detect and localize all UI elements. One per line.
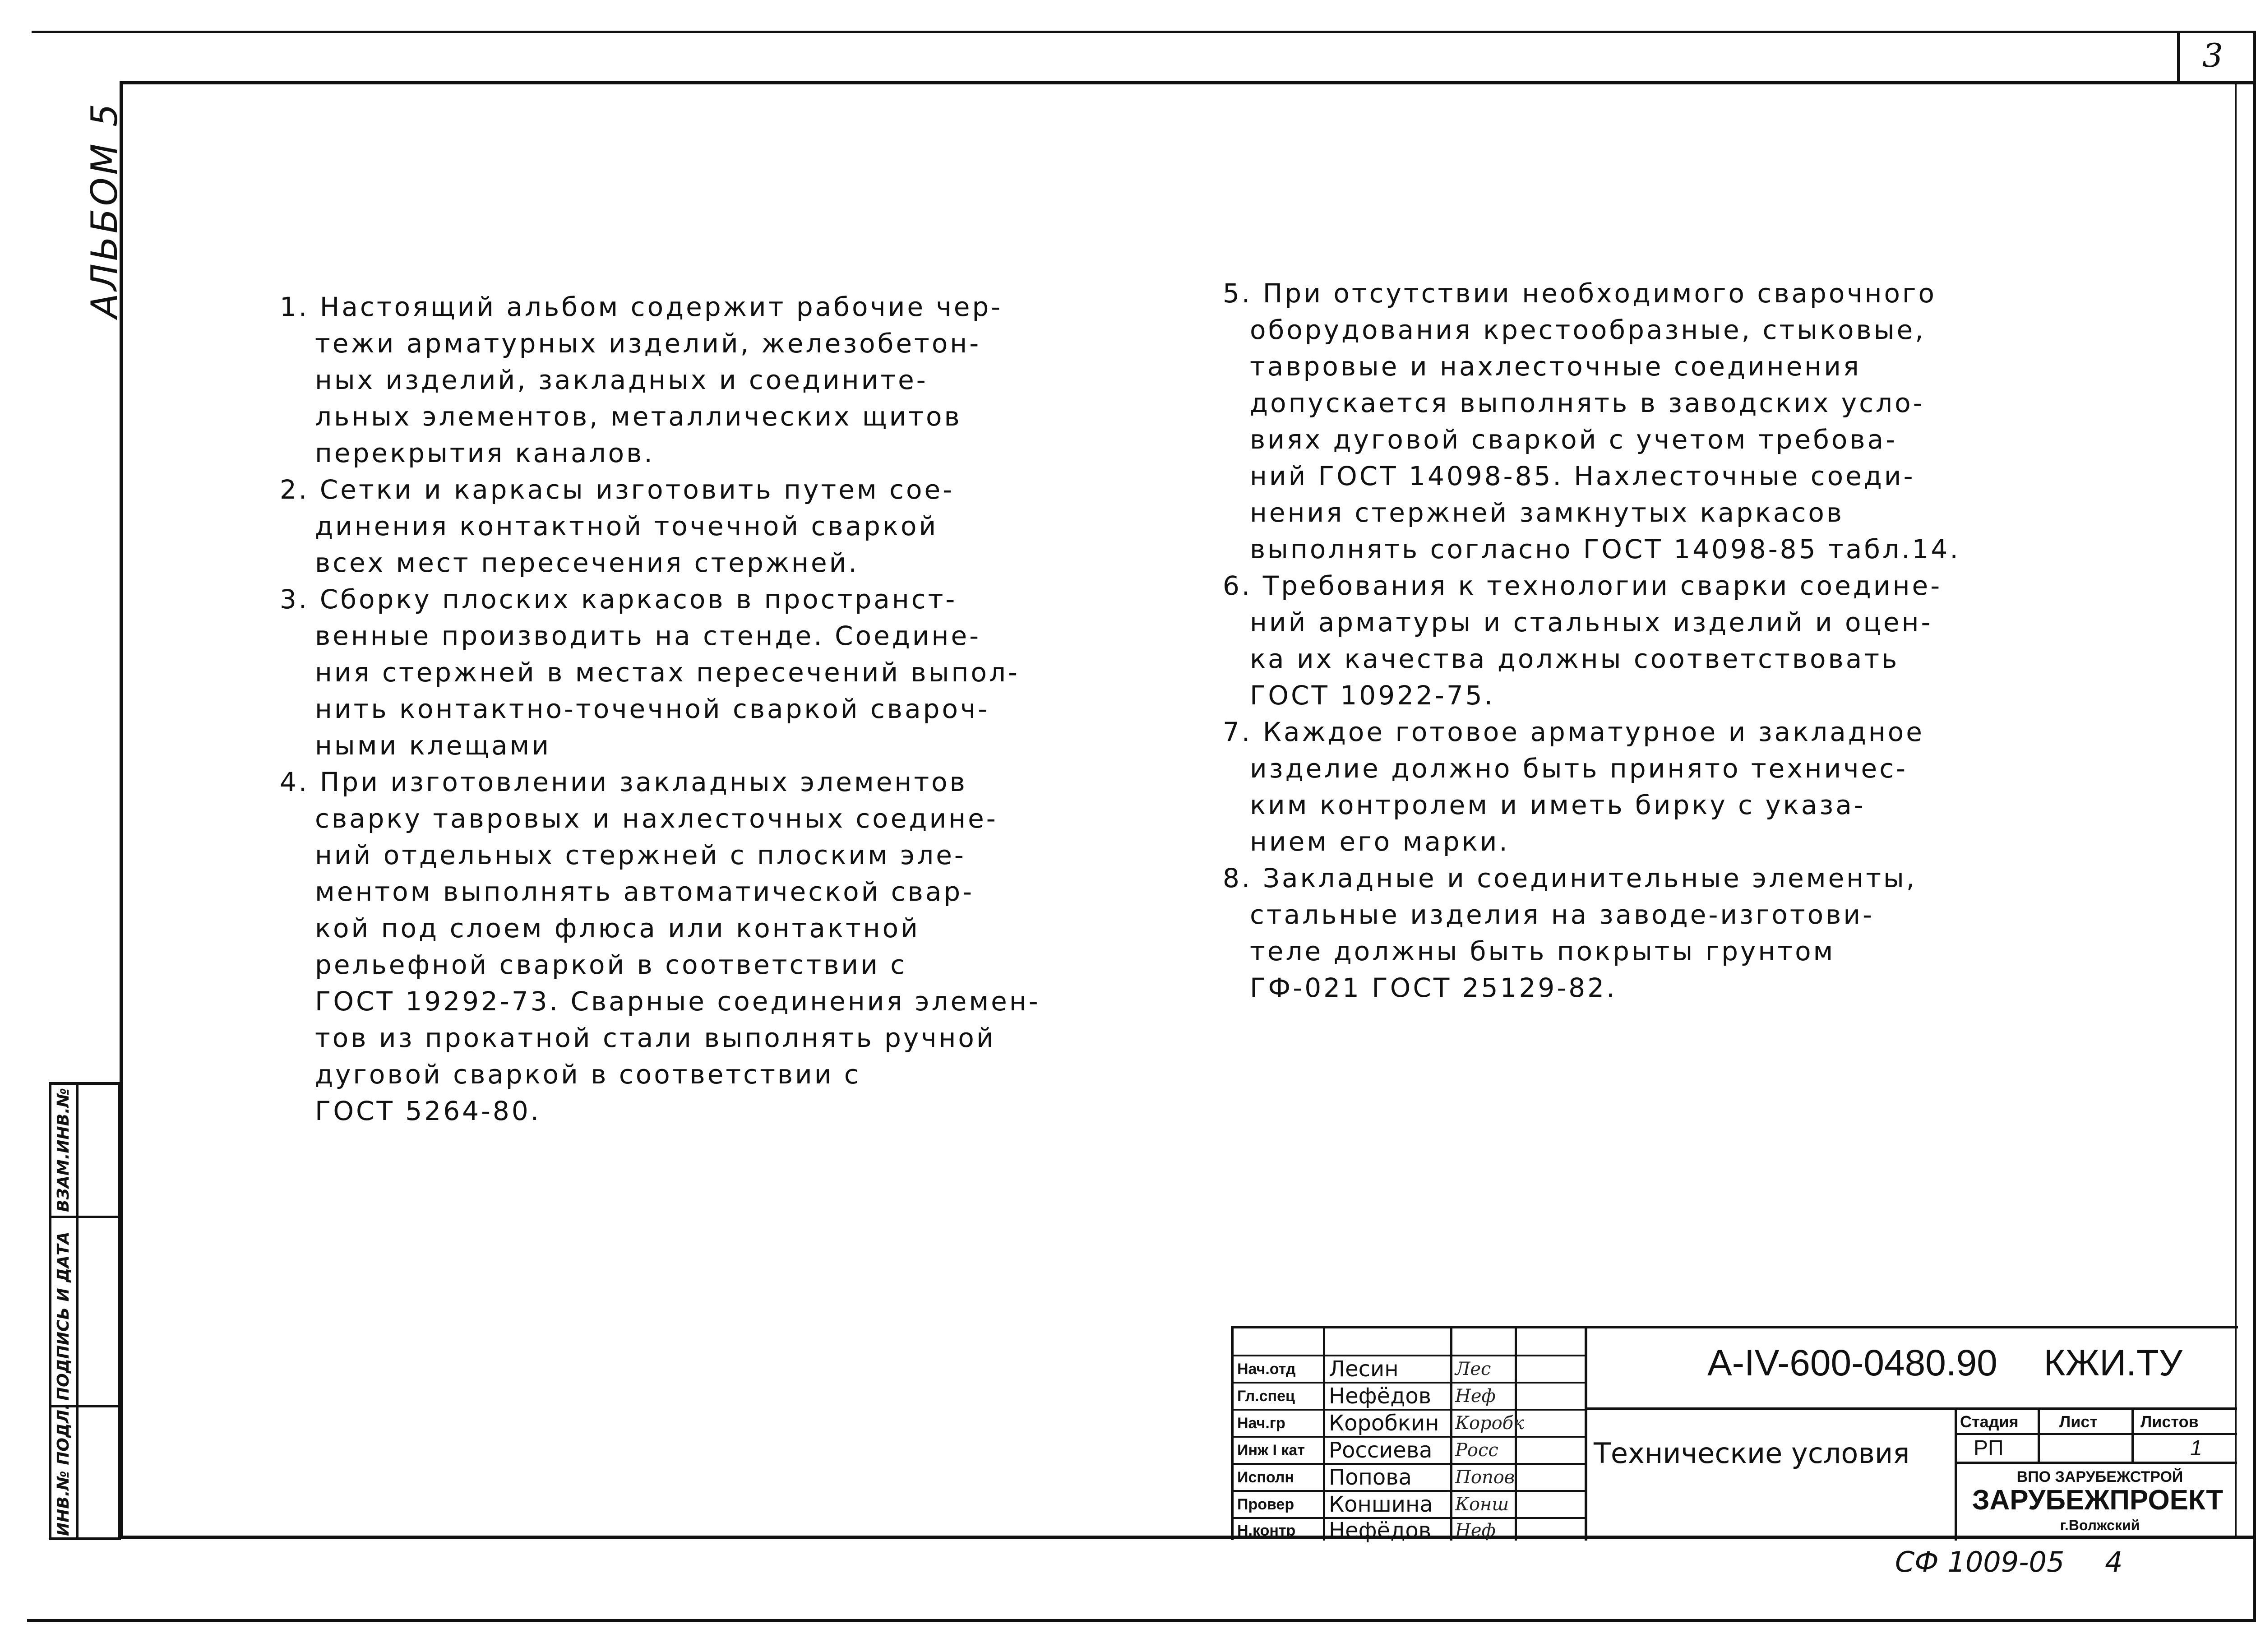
note-line: 8. Закладные и соединительные элементы, xyxy=(1223,863,1917,893)
staff-col-line-4 xyxy=(1585,1328,1587,1541)
footer-code-text: СФ 1009-05 xyxy=(1895,1546,2065,1578)
org-line2: ЗАРУБЕЖПРОЕКТ xyxy=(1972,1485,2224,1516)
staff-signature: Попов xyxy=(1455,1467,1515,1488)
note-line: ГОСТ 10922-75. xyxy=(1250,680,1495,711)
staff-signature: Конш xyxy=(1455,1494,1509,1515)
note-line: 6. Требования к технологии сварки соедине- xyxy=(1223,570,1942,601)
note-line: ГФ-021 ГОСТ 25129-82. xyxy=(1250,972,1617,1003)
staff-role: Инж I кат xyxy=(1237,1442,1305,1459)
note-line: ний отдельных стержней с плоским эле- xyxy=(315,840,966,870)
sheet-number-box xyxy=(2177,33,2254,83)
staff-signature: Неф xyxy=(1455,1520,1496,1541)
staff-role: Нач.отд xyxy=(1237,1360,1296,1378)
note-line: выполнять согласно ГОСТ 14098-85 табл.14. xyxy=(1250,534,1960,565)
footer-page: 4 xyxy=(2105,1546,2123,1578)
note-line: тов из прокатной стали выполнять ручной xyxy=(315,1023,996,1053)
note-line: ка их качества должны соответствовать xyxy=(1250,643,1900,674)
note-line: теле должны быть покрыты грунтом xyxy=(1250,936,1835,967)
note-line: кой под слоем флюса или контактной xyxy=(315,913,920,944)
side-stamp xyxy=(49,1082,121,1540)
note-line: венные производить на стенде. Соедине- xyxy=(315,620,981,651)
note-line: оборудования крестообразные, стыковые, xyxy=(1250,315,1926,345)
staff-name: Россиева xyxy=(1329,1438,1433,1463)
org-line1: ВПО ЗАРУБЕЖСТРОЙ xyxy=(2016,1468,2183,1485)
stage-header-line xyxy=(1955,1433,2237,1435)
note-line: сварку тавровых и нахлесточных соедине- xyxy=(315,803,998,834)
note-line: 1. Настоящий альбом содержит рабочие чер- xyxy=(280,292,1003,322)
side-stamp-label-vzam: ВЗАМ.ИНВ.№ xyxy=(54,1087,73,1212)
sheets-col-line xyxy=(2131,1407,2134,1462)
note-line: нить контактно-точечной сваркой свароч- xyxy=(315,694,990,724)
staff-signature: Неф xyxy=(1455,1386,1496,1407)
note-line: 4. При изготовлении закладных элементов xyxy=(280,767,967,797)
sheet-number: 3 xyxy=(2202,37,2223,74)
note-line: рельефной сваркой в соответствии с xyxy=(315,949,907,980)
staff-name: Коншина xyxy=(1329,1492,1433,1517)
notes-right xyxy=(1223,275,2103,1006)
note-line: ных изделий, закладных и соедините- xyxy=(315,365,928,395)
doc-code xyxy=(1707,1342,2235,1396)
staff-role: Провер xyxy=(1237,1496,1294,1513)
note-line: стальные изделия на заводе-изготови- xyxy=(1250,899,1874,930)
side-stamp-row1 xyxy=(51,1216,119,1218)
note-line: ными клещами xyxy=(315,730,551,761)
note-line: нения стержней замкнутых каркасов xyxy=(1250,497,1844,528)
note-line: нием его марки. xyxy=(1250,826,1510,857)
note-line: виях дуговой сваркой с учетом требова- xyxy=(1250,424,1898,455)
title-block xyxy=(1231,1326,2238,1543)
stage-value: РП xyxy=(1974,1436,2004,1460)
note-line: ний ГОСТ 14098-85. Нахлесточные соеди- xyxy=(1250,461,1915,491)
staff-role: Нач.гр xyxy=(1237,1415,1285,1432)
note-line: ния стержней в местах пересечений выпол- xyxy=(315,657,1020,688)
doc-code-suffix: КЖИ.ТУ xyxy=(2043,1342,2182,1384)
note-line: 7. Каждое готовое арматурное и закладное xyxy=(1223,717,1924,747)
note-line: динения контактной точечной сваркой xyxy=(315,511,938,541)
staff-signature: Лес xyxy=(1455,1359,1491,1379)
note-line: тавровые и нахлесточные соединения xyxy=(1250,351,1861,382)
note-line: 5. При отсутствии необходимого сварочного xyxy=(1223,278,1937,309)
staff-name: Нефёдов xyxy=(1329,1518,1432,1543)
stage-col-line xyxy=(1955,1407,1957,1541)
album-label: АЛЬБОМ 5 xyxy=(83,101,125,318)
note-line: допускается выполнять в заводских усло- xyxy=(1250,388,1925,418)
staff-name: Нефёдов xyxy=(1329,1384,1432,1409)
note-line: 3. Сборку плоских каркасов в пространст- xyxy=(280,584,957,615)
top-edge-line xyxy=(32,31,2256,33)
staff-role: Н.контр xyxy=(1237,1522,1296,1539)
sheets-header: Листов xyxy=(2140,1412,2199,1431)
note-line: ГОСТ 19292-73. Сварные соединения элемен- xyxy=(315,986,1040,1017)
note-line: тежи арматурных изделий, железобетон- xyxy=(315,328,981,359)
stage-header: Стадия xyxy=(1960,1412,2019,1431)
notes-left xyxy=(280,289,1128,1129)
note-line: 2. Сетки и каркасы изготовить путем сое- xyxy=(280,474,955,505)
staff-name: Лесин xyxy=(1329,1356,1399,1382)
staff-signature: Росс xyxy=(1455,1440,1498,1461)
note-line: ний арматуры и стальных изделий и оцен- xyxy=(1250,607,1933,638)
staff-role: Гл.спец xyxy=(1237,1388,1295,1405)
side-stamp-label-inv: ИНВ.№ ПОДЛ. xyxy=(54,1403,73,1536)
right-edge-line xyxy=(2253,31,2256,1622)
staff-name: Попова xyxy=(1329,1465,1412,1490)
footer-code xyxy=(1895,1546,2123,1578)
note-line: всех мест пересечения стержней. xyxy=(315,547,859,578)
document-title: Технические условия xyxy=(1594,1437,1910,1470)
note-line: ким контролем и иметь бирку с указа- xyxy=(1250,790,1866,820)
inner-right-line xyxy=(2235,83,2237,1539)
stage-value-line xyxy=(1955,1462,2237,1464)
side-stamp-label-sign: ПОДПИСЬ И ДАТА xyxy=(54,1231,73,1401)
side-stamp-divider xyxy=(76,1085,79,1538)
note-line: изделие должно быть принято техничес- xyxy=(1250,753,1908,784)
sheet-header: Лист xyxy=(2059,1412,2098,1431)
note-line: льных элементов, металлических щитов xyxy=(315,401,962,432)
code-row-line xyxy=(1587,1407,2237,1410)
sheet-col-line xyxy=(2038,1407,2040,1462)
note-line: дуговой сваркой в соответствии с xyxy=(315,1059,861,1090)
note-line: ментом выполнять автоматической свар- xyxy=(315,876,975,907)
org-line3: г.Волжский xyxy=(2060,1517,2140,1533)
staff-name: Коробкин xyxy=(1329,1411,1439,1436)
staff-signature: Коробк xyxy=(1455,1413,1525,1434)
note-line: перекрытия каналов. xyxy=(315,438,655,468)
doc-code-main: А-IV-600-0480.90 xyxy=(1707,1342,1997,1384)
staff-role: Исполн xyxy=(1237,1469,1294,1486)
note-line: ГОСТ 5264-80. xyxy=(315,1096,541,1126)
sheets-value: 1 xyxy=(2190,1436,2202,1460)
bottom-edge-line xyxy=(27,1619,2256,1622)
